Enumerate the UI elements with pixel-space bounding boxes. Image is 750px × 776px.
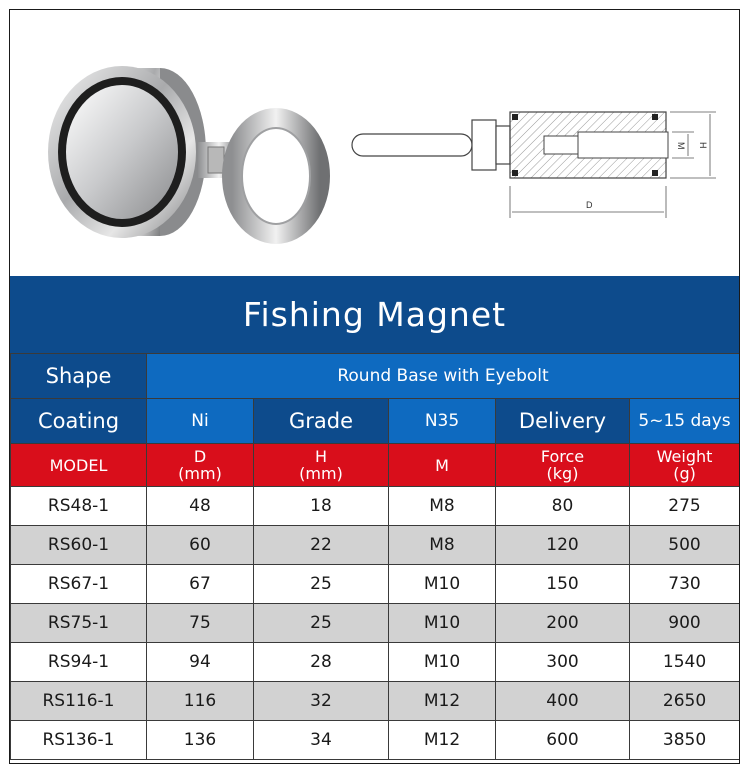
header-force: Force (kg) xyxy=(496,444,630,487)
cell-m: M12 xyxy=(389,682,496,721)
cell-force: 200 xyxy=(496,604,630,643)
cell-d: 116 xyxy=(147,682,254,721)
shape-label: Shape xyxy=(11,354,147,399)
title-banner xyxy=(10,276,739,353)
cell-d: 48 xyxy=(147,487,254,526)
cell-weight: 500 xyxy=(630,526,740,565)
cell-h: 18 xyxy=(254,487,389,526)
header-d: D (mm) xyxy=(147,444,254,487)
cell-h: 25 xyxy=(254,565,389,604)
product-sheet xyxy=(9,9,740,764)
table-row xyxy=(11,565,740,604)
technical-drawing xyxy=(348,106,718,226)
table-row xyxy=(11,526,740,565)
table-row xyxy=(11,721,740,760)
cell-weight: 1540 xyxy=(630,643,740,682)
cell-d: 67 xyxy=(147,565,254,604)
shape-value: Round Base with Eyebolt xyxy=(147,354,740,399)
cell-weight: 730 xyxy=(630,565,740,604)
cell-force: 400 xyxy=(496,682,630,721)
cell-weight: 2650 xyxy=(630,682,740,721)
table-row xyxy=(11,487,740,526)
cell-d: 60 xyxy=(147,526,254,565)
dimension-d-label: D xyxy=(586,200,593,210)
magnet-photo xyxy=(10,10,340,276)
cell-m: M10 xyxy=(389,565,496,604)
cell-model: RS116-1 xyxy=(11,682,147,721)
table-row xyxy=(11,643,740,682)
cell-h: 32 xyxy=(254,682,389,721)
dimension-m-label: M xyxy=(676,142,686,150)
cell-h: 28 xyxy=(254,643,389,682)
cell-m: M8 xyxy=(389,526,496,565)
header-weight: Weight (g) xyxy=(630,444,740,487)
cell-weight: 275 xyxy=(630,487,740,526)
grade-label: Grade xyxy=(254,399,389,444)
coating-label: Coating xyxy=(11,399,147,444)
cell-m: M10 xyxy=(389,604,496,643)
cell-weight: 3850 xyxy=(630,721,740,760)
grade-value: N35 xyxy=(389,399,496,444)
cell-m: M12 xyxy=(389,721,496,760)
coating-value: Ni xyxy=(147,399,254,444)
cell-d: 75 xyxy=(147,604,254,643)
cell-force: 300 xyxy=(496,643,630,682)
table-row xyxy=(11,604,740,643)
cell-h: 25 xyxy=(254,604,389,643)
spec-table xyxy=(10,353,740,760)
cell-d: 94 xyxy=(147,643,254,682)
cell-h: 22 xyxy=(254,526,389,565)
cell-model: RS67-1 xyxy=(11,565,147,604)
cell-force: 120 xyxy=(496,526,630,565)
delivery-value: 5~15 days xyxy=(630,399,740,444)
table-header-row xyxy=(11,444,740,487)
cell-d: 136 xyxy=(147,721,254,760)
delivery-label: Delivery xyxy=(496,399,630,444)
cell-model: RS75-1 xyxy=(11,604,147,643)
header-m: M xyxy=(389,444,496,487)
cell-model: RS48-1 xyxy=(11,487,147,526)
cell-h: 34 xyxy=(254,721,389,760)
cell-model: RS60-1 xyxy=(11,526,147,565)
product-image-area xyxy=(10,10,739,276)
header-h: H (mm) xyxy=(254,444,389,487)
cell-m: M10 xyxy=(389,643,496,682)
cell-force: 150 xyxy=(496,565,630,604)
cell-force: 80 xyxy=(496,487,630,526)
dimension-h-label: H xyxy=(698,142,708,149)
cell-model: RS136-1 xyxy=(11,721,147,760)
cell-m: M8 xyxy=(389,487,496,526)
cell-force: 600 xyxy=(496,721,630,760)
table-row xyxy=(11,682,740,721)
page-title: Fishing Magnet xyxy=(242,295,507,334)
header-model: MODEL xyxy=(11,444,147,487)
cell-weight: 900 xyxy=(630,604,740,643)
cell-model: RS94-1 xyxy=(11,643,147,682)
